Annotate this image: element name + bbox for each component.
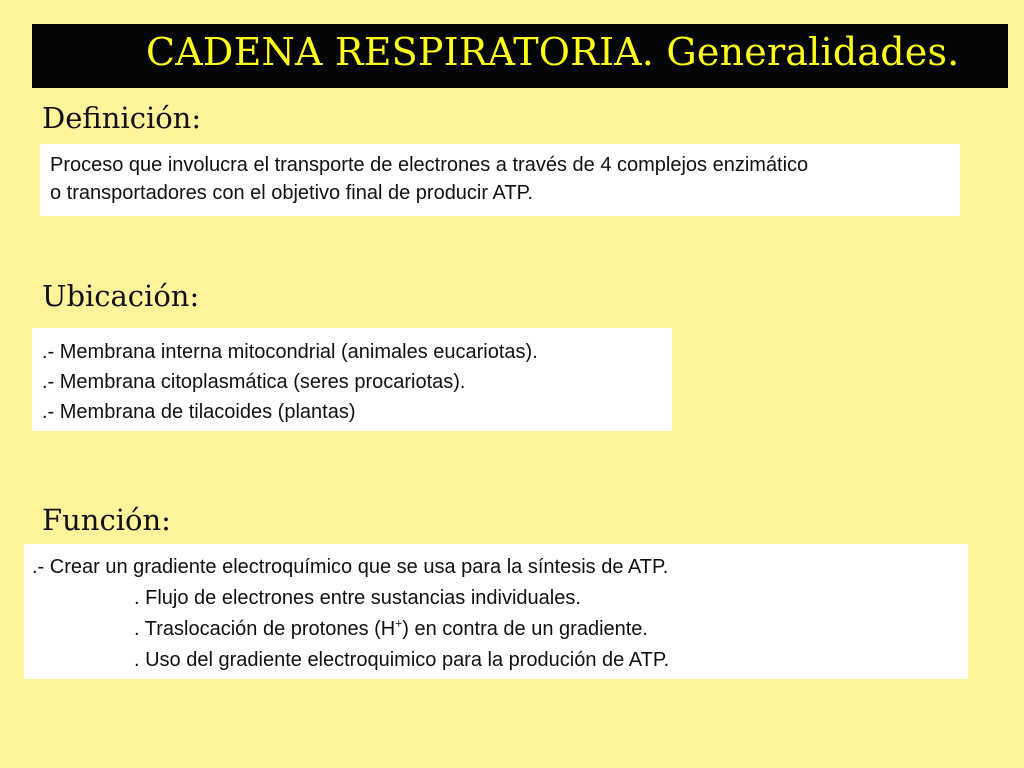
location-heading: Ubicación: [42, 279, 200, 313]
definition-line-1: Proceso que involucra el transporte de electrones a través de 4 complejos enzimático [50, 154, 809, 176]
title-bar [32, 24, 1008, 88]
function-main-line: .- Crear un gradiente electroquímico que se usa para la síntesis de ATP. [32, 556, 669, 578]
function-sub-line-2-text-b: ) en contra de un gradiente. [402, 618, 648, 640]
proton-charge-superscript: + [395, 616, 403, 631]
function-sub-line-2 [32, 614, 968, 645]
slide-title: CADENA RESPIRATORIA. Generalidades. [146, 30, 960, 74]
location-line-2: .- Membrana citoplasmática (seres procariotas). [42, 371, 466, 393]
definition-box [40, 144, 960, 216]
location-line-1: .- Membrana interna mitocondrial (animales eucariotas). [42, 341, 538, 363]
function-sub-line-2-text-a: . Traslocación de protones (H [134, 618, 396, 640]
location-line-3: .- Membrana de tilacoides (plantas) [42, 401, 356, 423]
definition-heading: Definición: [42, 101, 202, 135]
location-box [32, 328, 672, 431]
function-heading: Función: [42, 503, 171, 537]
function-box [24, 544, 968, 679]
definition-line-2: o transportadores con el objetivo final de producir ATP. [50, 182, 533, 204]
function-sub-line-3: . Uso del gradiente electroquimico para la produción de ATP. [134, 649, 670, 671]
function-sub-line-1: . Flujo de electrones entre sustancias individuales. [134, 587, 581, 609]
